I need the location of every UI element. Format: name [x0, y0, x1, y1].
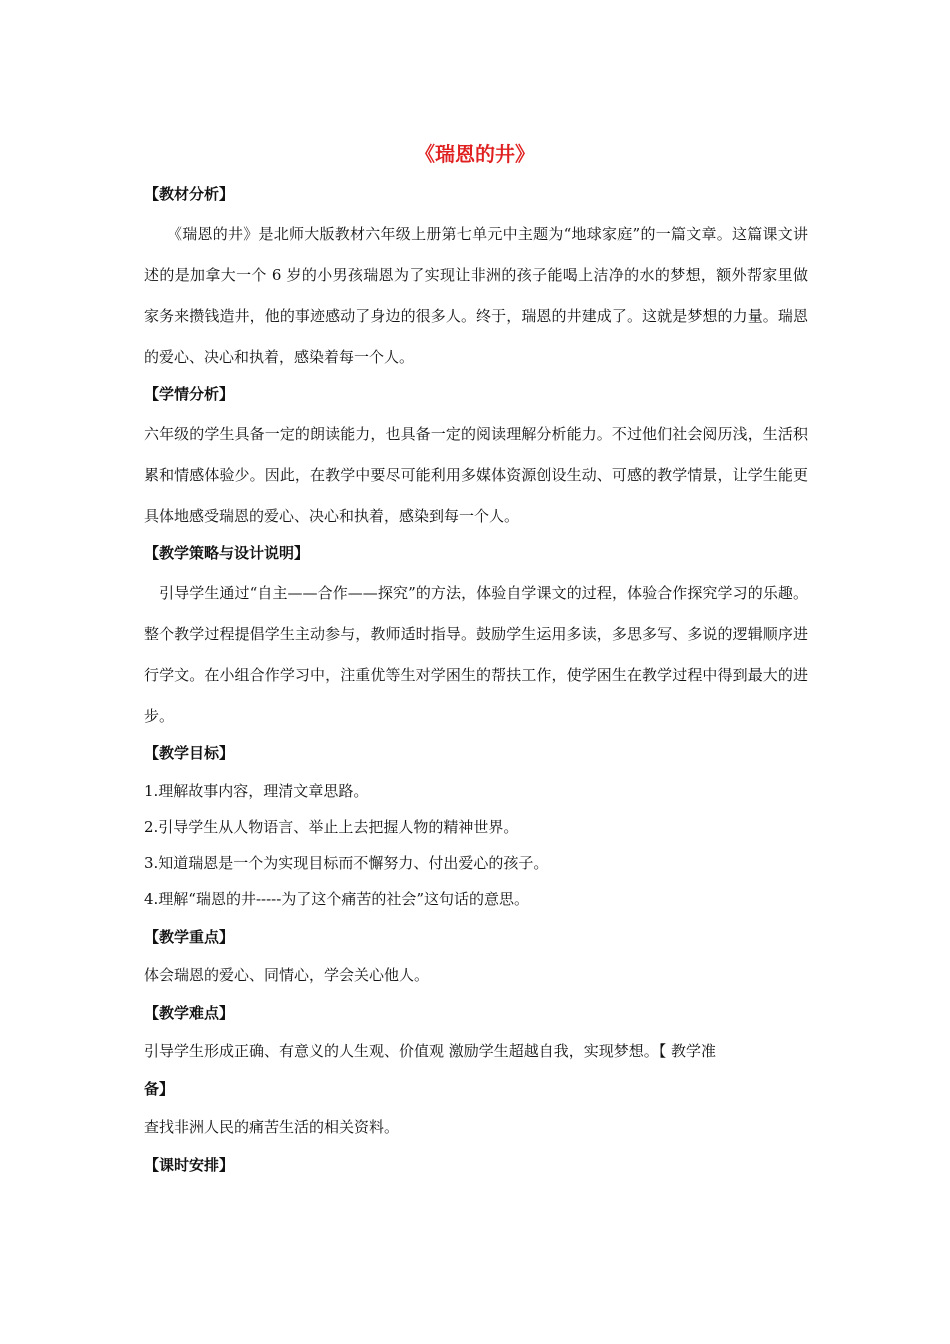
goal-item: 2.引导学生从人物语言、举止上去把握人物的精神世界。 — [144, 818, 519, 836]
goal-item: 4.理解“瑞恩的井-----为了这个痛苦的社会”这句话的意思。 — [144, 890, 529, 908]
section-text-key-points: 体会瑞恩的爱心、同情心，学会关心他人。 — [144, 966, 430, 984]
document-title: 《瑞恩的井》 — [415, 142, 535, 166]
document-body — [144, 184, 808, 1175]
section-text-preparation: 查找非洲人民的痛苦生活的相关资料。 — [144, 1118, 400, 1136]
section-heading-schedule: 【课时安排】 — [144, 1156, 235, 1174]
section-heading-difficulties: 【教学难点】 — [144, 1004, 235, 1022]
section-heading-key-points: 【教学重点】 — [144, 928, 235, 946]
section-heading-strategy: 【教学策略与设计说明】 — [144, 544, 310, 562]
section-heading-goals: 【教学目标】 — [144, 744, 235, 762]
section-text-students: 六年级的学生具备一定的朗读能力，也具备一定的阅读理解分析能力。不过他们社会阅历浅，生活积累和情感体验少。因此，在教学中要尽可能利用多媒体资源创设生动、可感的教学情景，让学生能更具体地感受瑞恩的爱心、决心和执着，感染到每一个人。 — [144, 425, 808, 525]
section-heading-preparation: 备】 — [144, 1080, 175, 1098]
section-text-strategy: 引导学生通过“自主——合作——探究”的方法，体验自学课文的过程，体验合作探究学习的乐趣。整个教学过程提倡学生主动参与，教师适时指导。鼓励学生运用多读，多思多写、多说的逻辑顺序进行学文。在小组合作学习中，注重优等生对学困生的帮扶工作，使学困生在教学过程中得到最大的进步。 — [144, 584, 808, 725]
section-text-difficulties: 引导学生形成正确、有意义的人生观、价值观 激励学生超越自我，实现梦想。【 教学准 — [144, 1042, 717, 1060]
section-text-analysis: 《瑞恩的井》是北师大版教材六年级上册第七单元中主题为“地球家庭”的一篇文章。这篇课文讲述的是加拿大一个 6 岁的小男孩瑞恩为了实现让非洲的孩子能喝上洁净的水的梦想，额外帮家里做家务来攒钱造井，他的事迹感动了身边的很多人。终于，瑞恩的井建成了。这就是梦想的力量。瑞恩的爱心、决心和执着，感染着每一个人。 — [144, 225, 808, 366]
section-heading-analysis: 【教材分析】 — [144, 185, 235, 203]
section-heading-students: 【学情分析】 — [144, 385, 235, 403]
goal-item: 1.理解故事内容，理清文章思路。 — [144, 782, 369, 800]
goal-item: 3.知道瑞恩是一个为实现目标而不懈努力、付出爱心的孩子。 — [144, 854, 549, 872]
